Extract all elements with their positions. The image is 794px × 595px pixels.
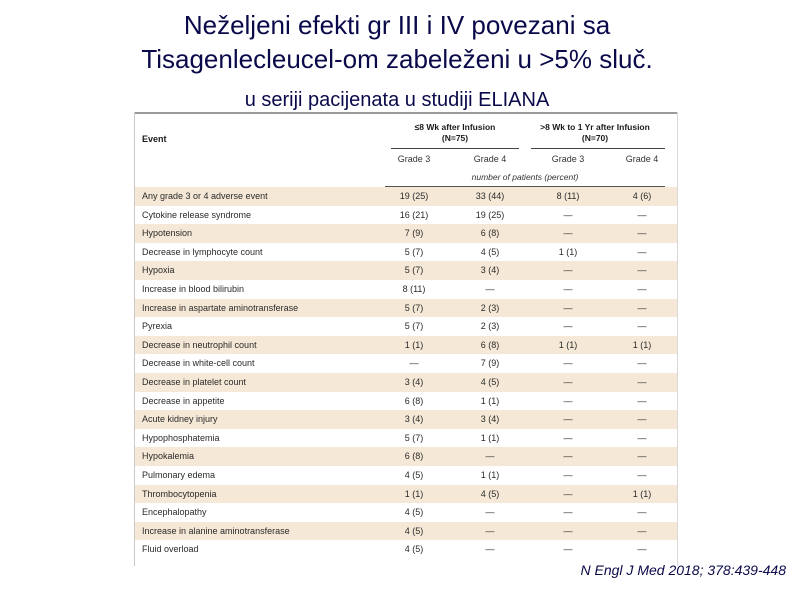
value-cell-g3a: 3 (4) <box>404 414 424 425</box>
table-row <box>135 466 677 485</box>
table-top-rule <box>135 112 677 114</box>
value-cell-g3a: 16 (21) <box>399 209 429 220</box>
value-cell-g4b: — <box>637 544 647 555</box>
value-cell-g4b: 1 (1) <box>632 488 652 499</box>
value-cell-g3b: — <box>563 432 573 443</box>
value-cell-g4a: — <box>485 451 495 462</box>
event-name-cell: Hypotension <box>142 228 193 239</box>
value-cell-g3b: — <box>563 376 573 387</box>
table-row <box>135 261 677 280</box>
value-cell-g4b: — <box>637 432 647 443</box>
table-row <box>135 503 677 522</box>
slide-title-line2: Tisagenlecleucel-om zabeleženi u >5% sluč. <box>141 44 653 74</box>
value-cell-g3a: 4 (5) <box>404 469 424 480</box>
value-cell-g3b: — <box>563 544 573 555</box>
group2-header <box>525 122 665 144</box>
value-cell-g3a: 4 (5) <box>404 525 424 536</box>
value-cell-g3b: — <box>563 525 573 536</box>
value-cell-g4a: 6 (8) <box>480 228 500 239</box>
group1-rule <box>391 148 519 149</box>
event-name-cell: Hypophosphatemia <box>142 432 220 443</box>
group2-header-line1: >8 Wk to 1 Yr after Infusion <box>540 122 650 132</box>
value-cell-g4a: 6 (8) <box>480 339 500 350</box>
table-row <box>135 522 677 541</box>
value-cell-g4a: — <box>485 283 495 294</box>
value-cell-g4a: — <box>485 525 495 536</box>
value-cell-g3b: — <box>563 414 573 425</box>
value-cell-g3b: — <box>563 451 573 462</box>
value-cell-g4a: 33 (44) <box>475 191 505 201</box>
event-name-cell: Increase in alanine aminotransferase <box>142 525 290 536</box>
value-cell-g3a: 1 (1) <box>404 339 424 350</box>
value-cell-g3a: — <box>409 358 419 369</box>
table-row <box>135 317 677 336</box>
value-cell-g4b: — <box>637 395 647 406</box>
grade3-header-group1: Grade 3 <box>397 154 431 164</box>
table-row <box>135 336 677 355</box>
value-cell-g4b: — <box>637 358 647 369</box>
slide-title-line1: Neželjeni efekti gr III i IV povezani sa <box>183 10 611 40</box>
value-cell-g3a: 5 (7) <box>404 432 424 443</box>
value-cell-g3b: — <box>563 283 573 294</box>
event-name-cell: Cytokine release syndrome <box>142 209 252 220</box>
table-row <box>135 540 677 559</box>
value-cell-g4a: — <box>485 544 495 555</box>
value-cell-g3a: 8 (11) <box>402 283 426 294</box>
event-name-cell: Pyrexia <box>142 321 173 332</box>
event-name-cell: Decrease in white-cell count <box>142 358 255 369</box>
value-cell-g4a: 4 (5) <box>480 376 500 387</box>
value-cell-g4a: 2 (3) <box>480 302 500 313</box>
grade4-header-group2: Grade 4 <box>625 154 659 164</box>
value-cell-g3a: 5 (7) <box>404 302 424 313</box>
event-name-cell: Encephalopathy <box>142 507 207 518</box>
value-cell-g3a: 6 (8) <box>404 395 424 406</box>
value-cell-g3b: — <box>563 265 573 276</box>
table-row <box>135 373 677 392</box>
value-cell-g3b: — <box>563 469 573 480</box>
value-cell-g3b: — <box>563 321 573 332</box>
event-name-cell: Pulmonary edema <box>142 469 216 480</box>
value-cell-g4b: — <box>637 469 647 480</box>
adverse-events-table <box>134 112 678 566</box>
value-cell-g4b: — <box>637 414 647 425</box>
event-name-cell: Acute kidney injury <box>142 414 218 425</box>
table-row <box>135 392 677 411</box>
value-cell-g4b: 1 (1) <box>632 339 652 350</box>
event-name-cell: Thrombocytopenia <box>142 488 217 499</box>
value-cell-g3a: 19 (25) <box>399 191 429 201</box>
value-cell-g4a: 4 (5) <box>480 488 500 499</box>
table-row <box>135 485 677 504</box>
table-row <box>135 354 677 373</box>
value-cell-g3b: 1 (1) <box>558 339 578 350</box>
value-cell-g3b: 8 (11) <box>556 191 580 201</box>
value-cell-g4a: 19 (25) <box>475 209 505 220</box>
event-name-cell: Increase in aspartate aminotransferase <box>142 302 299 313</box>
value-cell-g4a: 1 (1) <box>480 395 500 406</box>
value-cell-g3b: — <box>563 488 573 499</box>
value-cell-g4b: — <box>637 525 647 536</box>
event-name-cell: Hypokalemia <box>142 451 195 462</box>
value-cell-g4a: 1 (1) <box>480 469 500 480</box>
table-body <box>135 187 677 559</box>
value-cell-g3a: 4 (5) <box>404 544 424 555</box>
value-cell-g4b: — <box>637 246 647 257</box>
value-cell-g3b: — <box>563 395 573 406</box>
event-name-cell: Increase in blood bilirubin <box>142 283 245 294</box>
citation: N Engl J Med 2018; 378:439-448 <box>580 562 786 578</box>
group1-header-line1: ≤8 Wk after Infusion <box>414 122 496 132</box>
group1-header <box>385 122 525 144</box>
value-cell-g3a: 7 (9) <box>404 228 424 239</box>
value-cell-g3a: 4 (5) <box>404 507 424 518</box>
event-name-cell: Decrease in appetite <box>142 395 225 406</box>
event-name-cell: Decrease in platelet count <box>142 376 247 387</box>
value-cell-g4b: — <box>637 209 647 220</box>
value-cell-g3a: 6 (8) <box>404 451 424 462</box>
value-cell-g3b: — <box>563 228 573 239</box>
value-cell-g4b: — <box>637 376 647 387</box>
value-cell-g3a: 5 (7) <box>404 321 424 332</box>
grade4-header-group1: Grade 4 <box>473 154 507 164</box>
value-cell-g3b: — <box>563 507 573 518</box>
group1-header-line2: (N=75) <box>441 133 469 143</box>
value-cell-g4b: 4 (6) <box>632 191 652 201</box>
value-cell-g4b: — <box>637 321 647 332</box>
table-row <box>135 447 677 466</box>
event-name-cell: Decrease in neutrophil count <box>142 339 257 350</box>
value-cell-g4b: — <box>637 507 647 518</box>
value-cell-g4a: 1 (1) <box>480 432 500 443</box>
value-cell-g3a: 1 (1) <box>404 488 424 499</box>
value-cell-g4a: 2 (3) <box>480 321 500 332</box>
value-cell-g4a: — <box>485 507 495 518</box>
value-cell-g3b: 1 (1) <box>558 246 578 257</box>
value-cell-g3b: — <box>563 358 573 369</box>
value-cell-g4b: — <box>637 451 647 462</box>
group2-header-line2: (N=70) <box>581 133 609 143</box>
value-cell-g3a: 5 (7) <box>404 265 424 276</box>
event-name-cell: Any grade 3 or 4 adverse event <box>142 191 268 201</box>
event-name-cell: Decrease in lymphocyte count <box>142 246 263 257</box>
slide-subtitle: u seriji pacijenata u studiji ELIANA <box>244 89 550 111</box>
value-cell-g4a: 4 (5) <box>480 246 500 257</box>
table-row <box>135 299 677 318</box>
table-row <box>135 429 677 448</box>
table-row <box>135 187 677 206</box>
table-row <box>135 280 677 299</box>
value-cell-g3b: — <box>563 302 573 313</box>
event-column-header: Event <box>142 134 167 144</box>
value-cell-g3a: 5 (7) <box>404 246 424 257</box>
value-cell-g4b: — <box>637 228 647 239</box>
group2-rule <box>531 148 665 149</box>
units-caption: number of patients (percent) <box>471 172 579 182</box>
event-name-cell: Hypoxia <box>142 265 175 276</box>
table-row <box>135 224 677 243</box>
slide-title <box>0 8 794 76</box>
table-row <box>135 410 677 429</box>
value-cell-g4a: 3 (4) <box>480 414 500 425</box>
grade3-header-group2: Grade 3 <box>551 154 585 164</box>
event-name-cell: Fluid overload <box>142 544 199 555</box>
table-row <box>135 243 677 262</box>
value-cell-g3a: 3 (4) <box>404 376 424 387</box>
table-row <box>135 206 677 225</box>
value-cell-g3b: — <box>563 209 573 220</box>
value-cell-g4b: — <box>637 283 647 294</box>
value-cell-g4b: — <box>637 302 647 313</box>
value-cell-g4a: 3 (4) <box>480 265 500 276</box>
value-cell-g4a: 7 (9) <box>480 358 500 369</box>
value-cell-g4b: — <box>637 265 647 276</box>
